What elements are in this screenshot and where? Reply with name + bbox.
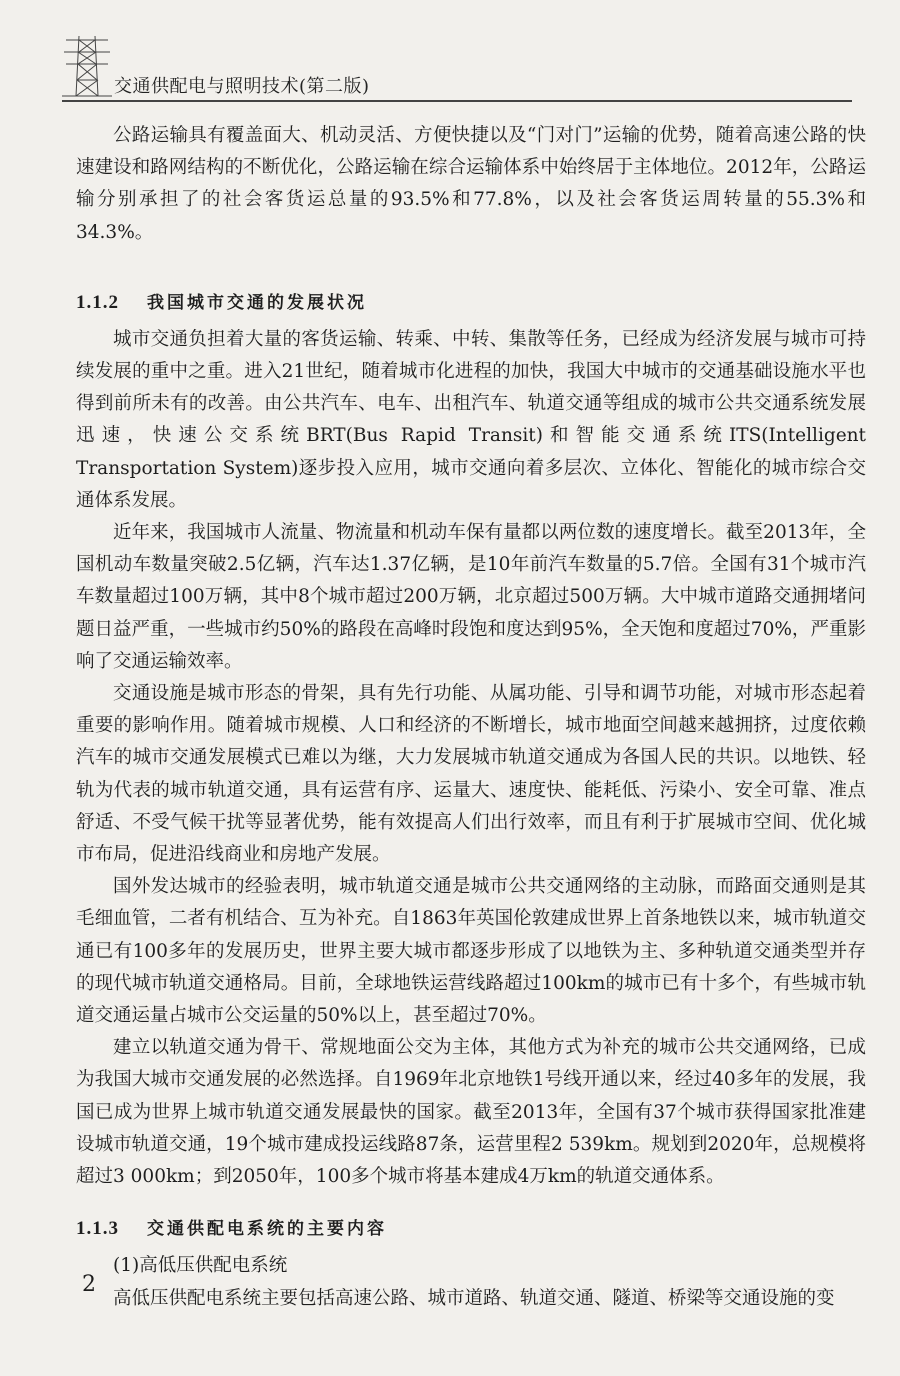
paragraph: 近年来，我国城市人流量、物流量和机动车保有量都以两位数的速度增长。截至2013年，全国机动车数量突破2.5亿辆，汽车达1.37亿辆，是10年前汽车数量的5.7倍。全国有31个城市汽车数量超过100万辆，其中8个城市超过200万辆，北京超过500万辆。大中城市道路交通拥堵问题日益严重，一些城市约50%的路段在高峰时段饱和度达到95%，全天饱和度超过70%，严重影响了交通运输效率。 xyxy=(76,522,866,672)
paragraph: 国外发达城市的经验表明，城市轨道交通是城市公共交通网络的主动脉，而路面交通则是其毛细血管，二者有机结合、互为补充。自1863年英国伦敦建成世界上首条地铁以来，城市轨道交通已有100多年的发展历史，世界主要大城市都逐步形成了以地铁为主、多种轨道交通类型并存的现代城市轨道交通格局。目前，全球地铁运营线路超过100km的城市已有十多个，有些城市轨道交通运量占城市公交运量的50%以上，甚至超过70%。 xyxy=(76,876,866,1027)
subheading: (1)高低压供配电系统 xyxy=(113,1255,288,1277)
paragraph: 公路运输具有覆盖面大、机动灵活、方便快捷以及“门对门”运输的优势，随着高速公路的快速建设和路网结构的不断优化，公路运输在综合运输体系中始终居于主体地位。2012年，公路运输分别承担了的社会客货运总量的93.5%和77.8%，以及社会客货运周转量的55.3%和34.3%。 xyxy=(76,125,866,243)
page-body xyxy=(76,120,866,1315)
page-number: 2 xyxy=(82,1272,96,1297)
section-number: 1.1.3 xyxy=(76,1218,119,1240)
header-rule xyxy=(62,100,852,102)
section-heading-1-1-2 xyxy=(76,285,866,320)
paragraph: 建立以轨道交通为骨干、常规地面公交为主体，其他方式为补充的城市公共交通网络，已成为我国大城市交通发展的必然选择。自1969年北京地铁1号线开通以来，经过40多年的发展，我国已成为世界上城市轨道交通发展最快的国家。截至2013年，全国有37个城市获得国家批准建设城市轨道交通，19个城市建成投运线路87条，运营里程2 539km。规划到2020年，总规模将超过3 000km；到2050年，100多个城市将基本建成4万km的轨道交通体系。 xyxy=(76,1037,866,1188)
paragraph: 城市交通负担着大量的客货运输、转乘、中转、集散等任务，已经成为经济发展与城市可持续发展的重中之重。进入21世纪，随着城市化进程的加快，我国大中城市的交通基础设施水平也得到前所未有的改善。由公共汽车、电车、出租汽车、轨道交通等组成的城市公共交通系统发展迅速，快速公交系统BRT(Bus Rapid Transit)和智能交通系统ITS(Intelligent Transportation System)逐步投入应用，城市交通向着多层次、立体化、智能化的城市综合交通体系发展。 xyxy=(76,328,866,511)
paragraph: 交通设施是城市形态的骨架，具有先行功能、从属功能、引导和调节功能，对城市形态起着重要的影响作用。随着城市规模、人口和经济的不断增长，城市地面空间越来越拥挤，过度依赖汽车的城市交通发展模式已难以为继，大力发展城市轨道交通成为各国人民的共识。以地铁、轻轨为代表的城市轨道交通，具有运营有序、运量大、速度快、能耗低、污染小、安全可靠、准点舒适、不受气候干扰等显著优势，能有效提高人们出行效率，而且有利于扩展城市空间、优化城市布局，促进沿线商业和房地产发展。 xyxy=(76,683,866,866)
section-number: 1.1.2 xyxy=(76,291,119,313)
section-title: 交通供配电系统的主要内容 xyxy=(147,1219,387,1240)
transmission-tower-icon xyxy=(62,34,112,100)
paragraph: 高低压供配电系统主要包括高速公路、城市道路、轨道交通、隧道、桥梁等交通设施的变 xyxy=(113,1287,835,1309)
page-header xyxy=(62,34,862,102)
running-title: 交通供配电与照明技术(第二版) xyxy=(114,76,370,97)
section-title: 我国城市交通的发展状况 xyxy=(147,292,367,313)
section-heading-1-1-3 xyxy=(76,1211,866,1246)
